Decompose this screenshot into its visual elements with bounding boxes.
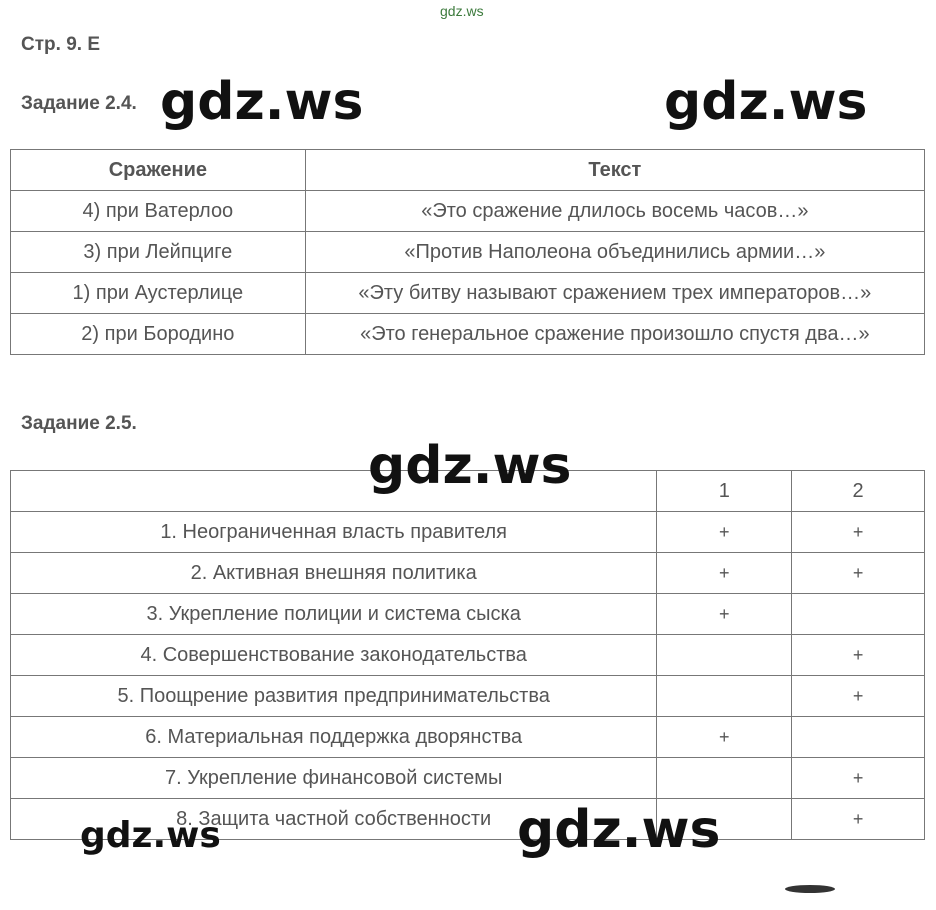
policy-cell: 6. Материальная поддержка дворянства bbox=[11, 717, 657, 758]
mark-cell-2: + bbox=[792, 553, 925, 594]
watermark: gdz.ws bbox=[517, 800, 721, 860]
watermark: gdz.ws bbox=[664, 72, 868, 132]
watermark: gdz.ws bbox=[80, 815, 221, 856]
mark-cell-1 bbox=[657, 758, 792, 799]
table-row bbox=[11, 553, 925, 594]
task-2-4-title: Задание 2.4. bbox=[21, 93, 137, 114]
column-header-2: 2 bbox=[792, 471, 925, 512]
mark-cell-2: + bbox=[792, 676, 925, 717]
quote-cell: «Это генеральное сражение произошло спустя два…» bbox=[305, 314, 924, 355]
watermark: gdz.ws bbox=[368, 436, 572, 496]
mark-cell-1: + bbox=[657, 553, 792, 594]
table-row bbox=[11, 273, 925, 314]
policy-cell: 1. Неограниченная власть правителя bbox=[11, 512, 657, 553]
quote-cell: «Против Наполеона объединились армии…» bbox=[305, 232, 924, 273]
top-watermark: gdz.ws bbox=[440, 3, 484, 19]
mark-cell-1 bbox=[657, 635, 792, 676]
mark-cell-2 bbox=[792, 717, 925, 758]
table-row bbox=[11, 758, 925, 799]
quote-cell: «Эту битву называют сражением трех императоров…» bbox=[305, 273, 924, 314]
battle-cell: 4) при Ватерлоо bbox=[11, 191, 306, 232]
column-header-battle: Сражение bbox=[11, 150, 306, 191]
table-row bbox=[11, 512, 925, 553]
battle-cell: 2) при Бородино bbox=[11, 314, 306, 355]
policy-cell: 5. Поощрение развития предпринимательства bbox=[11, 676, 657, 717]
table-row bbox=[11, 717, 925, 758]
table-row bbox=[11, 314, 925, 355]
mark-cell-2: + bbox=[792, 799, 925, 840]
mark-cell-1: + bbox=[657, 594, 792, 635]
policy-cell: 7. Укрепление финансовой системы bbox=[11, 758, 657, 799]
column-header-text: Текст bbox=[305, 150, 924, 191]
policy-cell: 2. Активная внешняя политика bbox=[11, 553, 657, 594]
mark-cell-2: + bbox=[792, 758, 925, 799]
column-header-1: 1 bbox=[657, 471, 792, 512]
mark-cell-2: + bbox=[792, 512, 925, 553]
mark-cell-2 bbox=[792, 594, 925, 635]
table-row bbox=[11, 594, 925, 635]
watermark: gdz.ws bbox=[160, 72, 364, 132]
battle-cell: 1) при Аустерлице bbox=[11, 273, 306, 314]
policy-cell: 8. Защита частной собственности bbox=[11, 799, 657, 840]
page-label: Стр. 9. Е bbox=[21, 34, 100, 55]
mark-cell-1 bbox=[657, 676, 792, 717]
mark-cell-1: + bbox=[657, 717, 792, 758]
table-header-row bbox=[11, 150, 925, 191]
mark-cell-2: + bbox=[792, 635, 925, 676]
table-row bbox=[11, 232, 925, 273]
mark-cell-1: + bbox=[657, 512, 792, 553]
battle-cell: 3) при Лейпциге bbox=[11, 232, 306, 273]
policy-cell: 3. Укрепление полиции и система сыска bbox=[11, 594, 657, 635]
battles-table bbox=[10, 149, 925, 355]
table-row bbox=[11, 676, 925, 717]
task-2-5-title: Задание 2.5. bbox=[21, 413, 137, 434]
table-row bbox=[11, 191, 925, 232]
quote-cell: «Это сражение длилось восемь часов…» bbox=[305, 191, 924, 232]
scan-artifact bbox=[785, 885, 835, 893]
policy-table bbox=[10, 470, 925, 840]
policy-cell: 4. Совершенствование законодательства bbox=[11, 635, 657, 676]
table-row bbox=[11, 635, 925, 676]
